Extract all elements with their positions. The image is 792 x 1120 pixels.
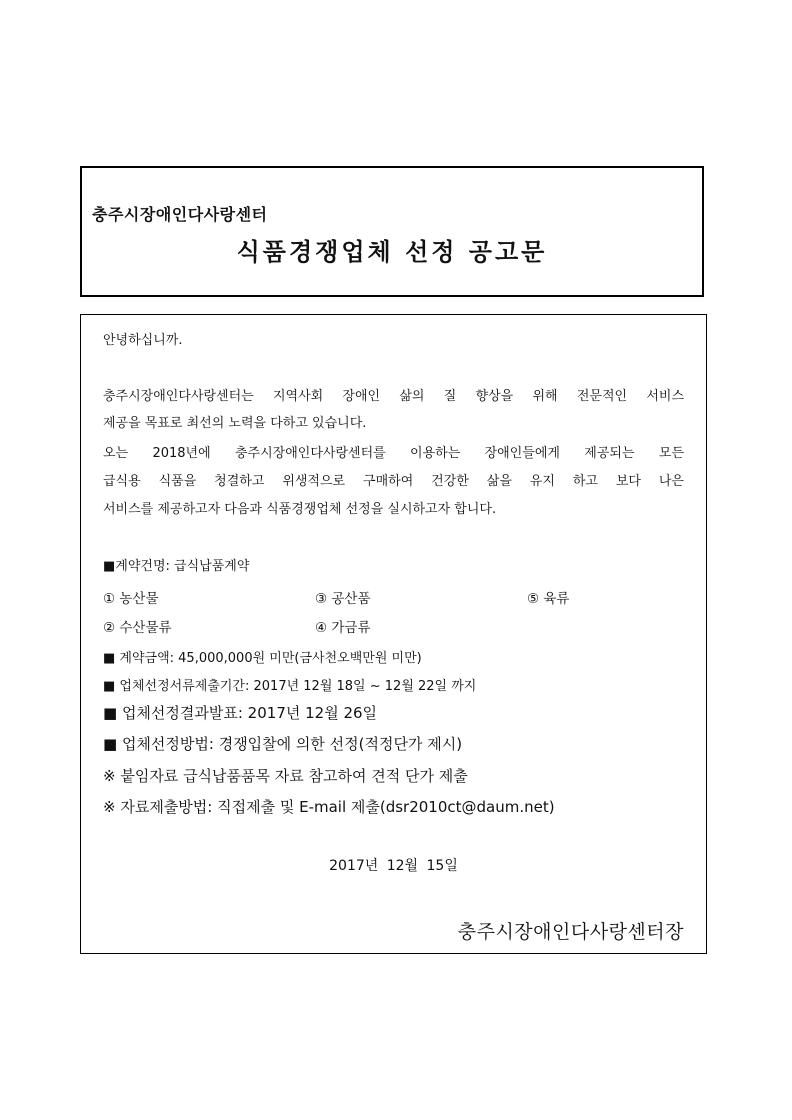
note-attachment: ※ 붙임자료 급식납품품목 자료 참고하여 견적 단가 제출	[103, 767, 468, 785]
paragraph-2-line-3: 서비스를 제공하고자 다음과 식품경쟁업체 선정을 실시하고자 합니다.	[103, 502, 497, 517]
contract-name: ■계약건명: 급식납품계약	[103, 559, 250, 574]
notice-date: 2017년 12월 15일	[329, 858, 458, 874]
paragraph-2-line-2: 급식용 식품을 청결하고 위생적으로 구매하여 건강한 삶을 유지 하고 보다 나은	[103, 474, 684, 489]
note-submission: ※ 자료제출방법: 직접제출 및 E-mail 제출(dsr2010ct@daum.net)	[103, 798, 555, 816]
item-industrial: ③ 공산품	[315, 591, 371, 607]
org-name: 충주시장애인다사랑센터	[92, 205, 268, 224]
paragraph-2-line-1: 오는 2018년에 충주시장애인다사랑센터를 이용하는 장애인들에게 제공되는 모든	[103, 446, 684, 461]
notice-body	[80, 314, 707, 954]
item-meat: ⑤ 육류	[527, 591, 570, 607]
item-seafood: ② 수산물류	[103, 620, 172, 636]
item-poultry: ④ 가금류	[315, 620, 371, 636]
contract-amount: ■ 계약금액: 45,000,000원 미만(금사천오백만원 미만)	[103, 651, 422, 666]
paragraph-1-line-2: 제공을 목표로 최선의 노력을 다하고 있습니다.	[103, 416, 367, 431]
paragraph-1-line-1: 충주시장애인다사랑센터는 지역사회 장애인 삶의 질 향상을 위해 전문적인 서비스	[103, 389, 684, 404]
greeting: 안녕하십니까.	[103, 333, 183, 348]
signature: 충주시장애인다사랑센터장	[457, 921, 684, 943]
result-announcement: ■ 업체선정결과발표: 2017년 12월 26일	[103, 704, 378, 722]
submission-period: ■ 업체선정서류제출기간: 2017년 12월 18일 ~ 12월 22일 까지	[103, 679, 477, 694]
page-title: 식품경쟁업체 선정 공고문	[236, 238, 548, 266]
title-box	[80, 166, 704, 297]
selection-method: ■ 업체선정방법: 경쟁입찰에 의한 선정(적정단가 제시)	[103, 735, 463, 753]
item-agricultural: ① 농산물	[103, 591, 159, 607]
